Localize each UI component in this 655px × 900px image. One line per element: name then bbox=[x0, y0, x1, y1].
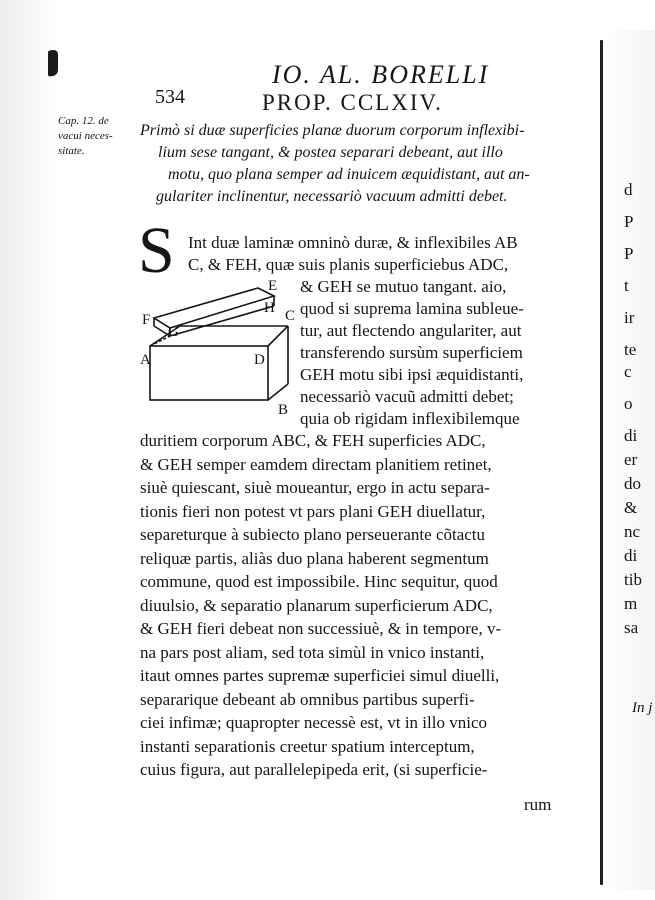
facing-page-fragment: P bbox=[624, 212, 634, 231]
facing-page-fragment: c bbox=[624, 362, 632, 381]
enunciation-line: gulariter inclinentur, necessariò vacuum admitti debet. bbox=[156, 188, 508, 205]
facing-page-fragment: tib bbox=[624, 570, 642, 589]
facing-page-fragment: er bbox=[624, 450, 638, 469]
enunciation-line: motu, quo plana semper ad inuicem æquidistant, aut an- bbox=[168, 166, 530, 183]
lower-lamina-top-edge bbox=[268, 326, 288, 346]
facing-page-fragment: In j bbox=[632, 700, 653, 716]
margin-note-line: sitate. bbox=[58, 145, 85, 157]
body-line: C, & FEH, quæ suis planis superficiebus ADC, bbox=[188, 255, 509, 274]
body-line: transferendo sursùm superficiem bbox=[300, 343, 523, 362]
facing-page-fragment: di bbox=[624, 426, 638, 445]
facing-page-fragment: di bbox=[624, 546, 638, 565]
body-line: duritiem corporum ABC, & FEH superficies ADC, bbox=[140, 431, 486, 450]
corner-ink-mark bbox=[48, 49, 58, 76]
body-line: tionis fieri non potest vt pars plani GEH diuellatur, bbox=[140, 501, 486, 521]
facing-page-fragment: o bbox=[624, 394, 633, 413]
figure-two-laminae bbox=[140, 276, 300, 426]
facing-page-fragment: do bbox=[624, 474, 641, 493]
body-line: separarique debeant ab omnibus partibus superfi- bbox=[140, 689, 475, 709]
left-page-edge bbox=[0, 0, 60, 900]
body-line: Int duæ laminæ omninò duræ, & inflexibiles AB bbox=[188, 233, 518, 252]
body-line: & GEH fieri debeat non successiuè, & in tempore, v- bbox=[140, 619, 502, 638]
figure-label-G: G bbox=[168, 324, 179, 340]
body-line: diuulsio, & separatio planarum superficierum ADC, bbox=[140, 595, 493, 615]
figure-label-B: B bbox=[278, 402, 289, 418]
body-line: ciei infimæ; quapropter necessè est, vt in illo vnico bbox=[140, 713, 487, 732]
proposition-title: PROP. CCLXIV. bbox=[262, 90, 443, 115]
figure-label-F: F bbox=[142, 312, 151, 328]
page-number: 534 bbox=[155, 86, 185, 108]
lower-lamina-side-edge bbox=[268, 384, 288, 400]
facing-page-fragment: nc bbox=[624, 522, 641, 541]
body-line: separeturque à subiecto plano perseuerante cõtactu bbox=[140, 525, 486, 544]
body-line: na pars post aliam, sed tota simùl in vnico instanti, bbox=[140, 642, 485, 662]
facing-page-fragment: & bbox=[624, 498, 638, 517]
body-line: quia ob rigidam inflexibilemque bbox=[300, 409, 520, 428]
body-line: & GEH semper eamdem directam planitiem retinet, bbox=[140, 454, 492, 474]
lower-lamina-front bbox=[150, 346, 268, 400]
body-line: cuius figura, aut parallelepipeda erit, (si superficie- bbox=[140, 760, 488, 779]
body-line: & GEH se mutuo tangant. aio, bbox=[300, 277, 507, 296]
facing-page-fragment: te bbox=[624, 340, 637, 359]
drop-cap: S bbox=[138, 214, 175, 287]
body-line: instanti separationis creetur spatium interceptum, bbox=[140, 736, 475, 756]
enunciation-line: Primò si duæ superficies planæ duorum corporum inflexibi- bbox=[140, 122, 525, 139]
body-line: commune, quod est impossibile. Hinc sequitur, quod bbox=[140, 572, 498, 591]
body-line: necessariò vacuũ admitti debet; bbox=[300, 387, 514, 406]
book-spine-line bbox=[600, 40, 603, 885]
proposition-enunciation bbox=[140, 120, 590, 208]
facing-page-fragment: ir bbox=[624, 308, 635, 327]
catchword: rum bbox=[524, 795, 552, 814]
margin-note-line: vacui neces- bbox=[58, 130, 113, 142]
body-line: siuè quiescant, siuè moueantur, ergo in actu separa- bbox=[140, 478, 490, 497]
margin-note bbox=[58, 114, 148, 159]
body-line: itaut omnes partes supremæ superficiei simul diuelli, bbox=[140, 666, 500, 685]
facing-page-fragment: m bbox=[624, 594, 638, 613]
running-head-author: IO. AL. BORELLI bbox=[272, 60, 490, 89]
body-line: reliquæ partis, aliàs duo plana haberent segmentum bbox=[140, 548, 489, 568]
body-line: tur, aut flectendo angulariter, aut bbox=[300, 321, 522, 340]
figure-label-A: A bbox=[140, 352, 151, 368]
margin-note-line: Cap. 12. de bbox=[58, 115, 109, 127]
facing-page-fragment: P bbox=[624, 244, 634, 263]
body-line: GEH motu sibi ipsi æquidistanti, bbox=[300, 365, 524, 384]
figure-label-C: C bbox=[285, 308, 296, 324]
facing-page-fragment: d bbox=[624, 180, 633, 199]
facing-page-fragment: sa bbox=[624, 618, 639, 637]
facing-page-fragment: t bbox=[624, 276, 629, 295]
figure-label-D: D bbox=[254, 352, 265, 368]
upper-lamina-edge bbox=[170, 306, 274, 336]
figure-label-E: E bbox=[268, 278, 278, 294]
body-line: quod si suprema lamina subleue- bbox=[300, 299, 524, 318]
upper-lamina bbox=[154, 288, 274, 328]
figure-label-H: H bbox=[264, 300, 275, 316]
enunciation-line: lium sese tangant, & postea separari debeant, aut illo bbox=[158, 144, 503, 161]
